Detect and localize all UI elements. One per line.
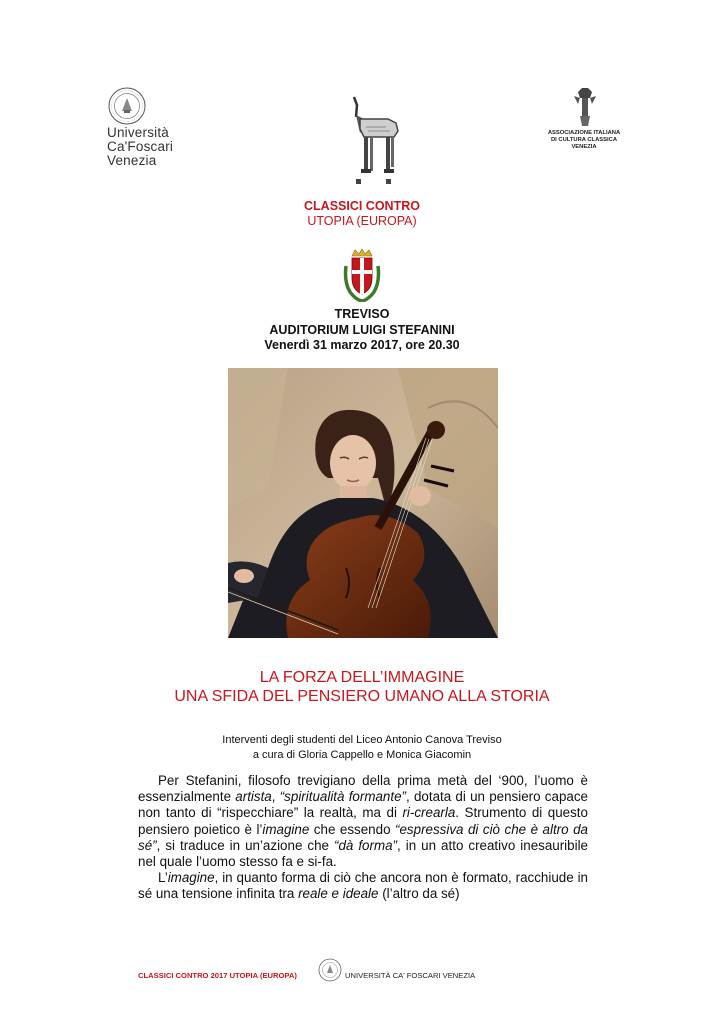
cellist-photo (228, 368, 498, 638)
text-run-italic: artista (235, 789, 272, 805)
text-run: . Strumento di questo pensiero poietico è l’ (138, 805, 588, 837)
association-name-line: DI CULTURA CLASSICA (550, 137, 618, 144)
university-name-line: Ca'Foscari (107, 139, 174, 154)
text-run-italic: imagine (167, 870, 215, 886)
text-run: (l’altro da sé) (378, 886, 460, 902)
text-run-italic: imagine (262, 821, 310, 837)
text-run: che essendo (309, 821, 396, 837)
footer-event-label: CLASSICI CONTRO 2017 UTOPIA (EUROPA) (138, 971, 297, 980)
series-title-line1: CLASSICI CONTRO (304, 199, 420, 213)
university-seal-icon (107, 86, 147, 126)
event-city: TREVISO (334, 307, 390, 321)
body-paragraph-2 (138, 870, 588, 902)
event-venue: AUDITORIUM LUIGI STEFANINI (269, 322, 455, 337)
body-text (138, 773, 588, 903)
university-name-line: Venezia (107, 153, 157, 168)
aicc-logo (546, 86, 624, 158)
text-run-italic: reale e ideale (298, 886, 379, 902)
headline-line2: UNA SFIDA DEL PENSIERO UMANO ALLA STORIA (174, 688, 550, 705)
association-name-line: VENEZIA (571, 144, 597, 151)
text-run-italic: ri-crearla (402, 805, 456, 821)
text-run-italic: “espressiva di ciò che è altro da sé” (138, 821, 588, 853)
university-name-line: Università (107, 125, 170, 140)
event-details (0, 307, 724, 354)
treviso-coat-of-arms-icon (342, 248, 382, 302)
page-footer (138, 958, 578, 986)
credits-line2: a cura di Gloria Cappello e Monica Giacomin (252, 749, 472, 761)
text-run: Per Stefanini, filosofo trevigiano della prima metà del ‘900, l’uomo è essenzialmente (138, 773, 588, 805)
horse-figure-logo (346, 93, 406, 189)
body-paragraph-1 (138, 773, 588, 870)
credits-line1: Interventi degli studenti del Liceo Antonio Canova Treviso (222, 734, 502, 746)
ca-foscari-logo (106, 86, 196, 168)
text-run: , si traduce in un’azione che (156, 837, 334, 853)
footer-university-label: UNIVERSITÀ CA' FOSCARI VENEZIA (345, 971, 476, 980)
text-run: L’ (158, 870, 168, 886)
credits (0, 733, 724, 763)
text-run: , in quanto forma di ciò che ancora non è formato, racchiude in sé una tensione infinita tra (138, 870, 588, 902)
text-run: , (271, 789, 280, 805)
text-run: , in un atto creativo inesauribile nel quale l’uomo stesso fa e si-fa. (138, 837, 589, 870)
university-seal-icon (318, 958, 342, 982)
university-name (107, 126, 207, 168)
headline-line1: LA FORZA DELL’IMMAGINE (259, 669, 465, 686)
series-title (0, 199, 724, 229)
owl-statue-icon (572, 86, 598, 128)
text-run-italic: “dà forma” (333, 837, 398, 853)
series-title-line2: UTOPIA (EUROPA) (307, 214, 417, 228)
headline (0, 668, 724, 706)
association-name (546, 130, 622, 152)
text-run: , dotata di un pensiero capace non tanto di “rispecchiare” la realtà, ma di (138, 789, 588, 821)
event-datetime: Venerdì 31 marzo 2017, ore 20.30 (264, 338, 460, 352)
association-name-line: ASSOCIAZIONE ITALIANA (547, 130, 621, 136)
text-run-italic: “spiritualità formante” (279, 789, 406, 805)
